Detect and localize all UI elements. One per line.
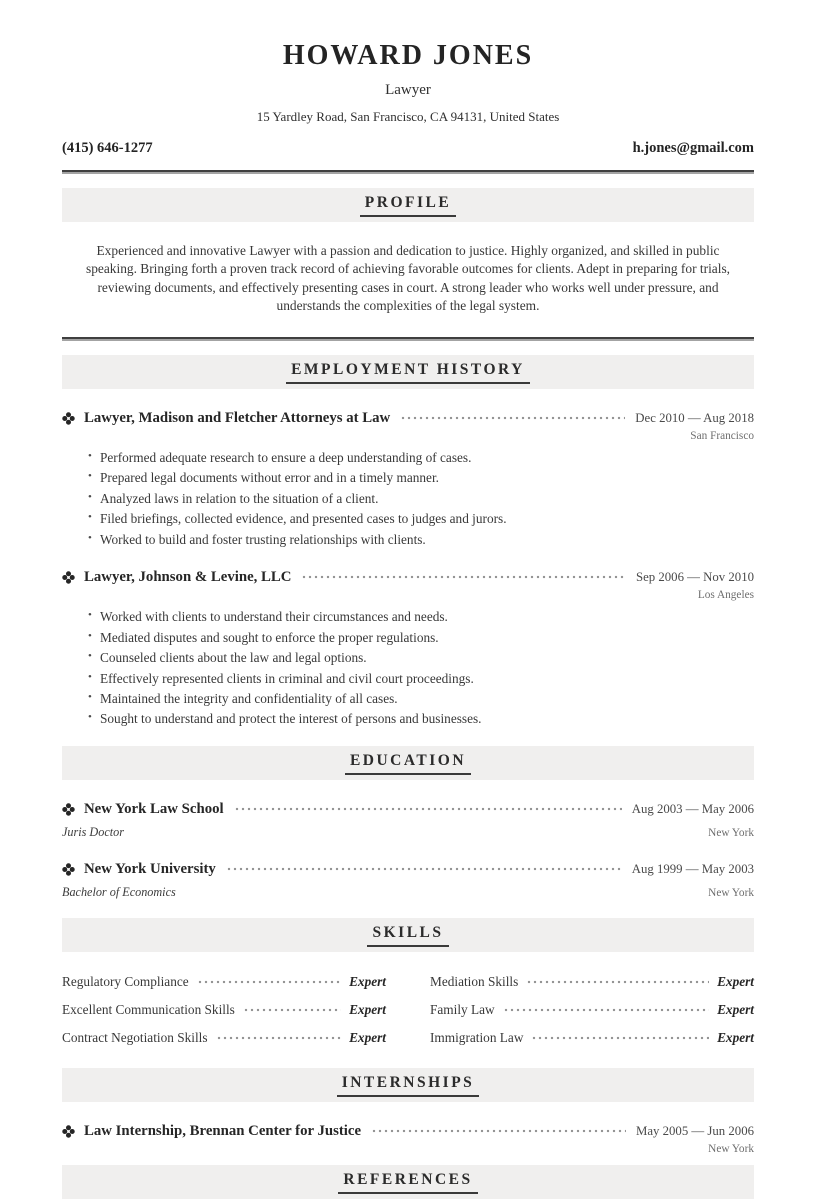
school-location: New York — [708, 827, 754, 840]
section-profile — [62, 188, 754, 315]
job-dates: Sep 2006 — Nov 2010 — [635, 570, 754, 585]
school-name: New York University — [84, 861, 216, 878]
internships-heading: INTERNSHIPS — [337, 1074, 480, 1097]
skill-level: Expert — [349, 974, 386, 990]
school-location: New York — [708, 887, 754, 900]
skills-grid — [62, 974, 754, 1046]
skill-level: Expert — [717, 1030, 754, 1046]
job-title: Lawyer — [385, 82, 431, 99]
internship-dates: May 2005 — Jun 2006 — [635, 1124, 754, 1139]
page-title: HOWARD JONES — [282, 40, 534, 71]
section-header-internships — [62, 1068, 754, 1102]
education-subrow — [62, 821, 754, 840]
education-entry — [62, 801, 754, 840]
clover-icon — [62, 803, 75, 816]
dotted-leader — [197, 974, 341, 986]
skill-name: Immigration Law — [430, 1030, 524, 1046]
skill-level: Expert — [717, 1002, 754, 1018]
education-heading: EDUCATION — [345, 752, 471, 775]
clover-icon — [62, 412, 75, 425]
section-references — [62, 1165, 754, 1199]
bullet-item: • Maintained the integrity and confidentiality of all cases. — [88, 691, 754, 708]
dotted-leader — [371, 1123, 626, 1135]
bullet-item: • Filed briefings, collected evidence, and presented cases to judges and jurors. — [88, 511, 754, 528]
skill-row — [430, 1002, 754, 1018]
skill-name: Family Law — [430, 1002, 495, 1018]
skill-row — [62, 974, 386, 990]
clover-icon — [62, 1125, 75, 1138]
dotted-leader — [503, 1002, 709, 1014]
job-entry-title: Lawyer, Johnson & Levine, LLC — [84, 569, 292, 586]
entry-head — [62, 569, 754, 586]
dotted-leader — [531, 1030, 709, 1042]
clover-icon — [62, 571, 75, 584]
skill-name: Excellent Communication Skills — [62, 1002, 235, 1018]
contact-row — [62, 140, 754, 157]
profile-summary: Experienced and innovative Lawyer with a passion and dedication to justice. Highly organized, and skilled in public speaking. Bringing forth a proven track record of achieving favorable outcomes for clients. Adept in preparing for trials, reviewing documents, and effectively presenting cases in court. A strong leader who works well under pressure, and understands the complexities of the legal system. — [85, 243, 731, 313]
section-header-education — [62, 746, 754, 780]
section-education — [62, 746, 754, 900]
dotted-leader — [301, 569, 626, 581]
email-address: h.jones@gmail.com — [632, 140, 754, 157]
resume-header — [62, 40, 754, 157]
section-header-profile — [62, 188, 754, 222]
job-bullets — [88, 609, 754, 728]
bullet-item: • Prepared legal documents without error and in a timely manner. — [88, 470, 754, 487]
section-skills — [62, 918, 754, 1046]
references-heading: REFERENCES — [338, 1171, 477, 1194]
education-subrow — [62, 881, 754, 900]
profile-heading: PROFILE — [360, 194, 456, 217]
bullet-item: • Mediated disputes and sought to enforce the proper regulations. — [88, 630, 754, 647]
divider-rule — [62, 337, 754, 341]
section-header-skills — [62, 918, 754, 952]
school-dates: Aug 2003 — May 2006 — [631, 802, 754, 817]
employment-entry — [62, 410, 754, 548]
clover-icon — [62, 863, 75, 876]
skill-level: Expert — [349, 1002, 386, 1018]
skill-name: Regulatory Compliance — [62, 974, 189, 990]
skill-row — [430, 974, 754, 990]
section-header-references — [62, 1165, 754, 1199]
job-dates: Dec 2010 — Aug 2018 — [635, 411, 754, 426]
dotted-leader — [234, 801, 622, 813]
entry-head — [62, 801, 754, 818]
entry-head — [62, 1123, 754, 1140]
section-internships — [62, 1068, 754, 1155]
skill-row — [430, 1030, 754, 1046]
dotted-leader — [400, 410, 625, 422]
dotted-leader — [243, 1002, 341, 1014]
internship-entry — [62, 1123, 754, 1155]
internship-location: New York — [708, 1143, 754, 1156]
skills-heading: SKILLS — [367, 924, 448, 947]
education-entry — [62, 861, 754, 900]
bullet-item: • Counseled clients about the law and legal options. — [88, 650, 754, 667]
entry-head — [62, 410, 754, 427]
bullet-item: • Worked to build and foster trusting relationships with clients. — [88, 532, 754, 549]
bullet-item: • Performed adequate research to ensure a deep understanding of cases. — [88, 450, 754, 467]
internship-title: Law Internship, Brennan Center for Justice — [84, 1123, 362, 1140]
phone-number: (415) 646-1277 — [62, 140, 153, 157]
skill-row — [62, 1002, 386, 1018]
bullet-item: • Analyzed laws in relation to the situation of a client. — [88, 491, 754, 508]
bullet-item: • Worked with clients to understand their circumstances and needs. — [88, 609, 754, 626]
bullet-item: • Effectively represented clients in criminal and civil court proceedings. — [88, 671, 754, 688]
school-name: New York Law School — [84, 801, 224, 818]
degree: Juris Doctor — [62, 825, 124, 840]
skill-name: Contract Negotiation Skills — [62, 1030, 208, 1046]
job-entry-title: Lawyer, Madison and Fletcher Attorneys at Law — [84, 410, 391, 427]
skill-level: Expert — [717, 974, 754, 990]
degree: Bachelor of Economics — [62, 885, 176, 900]
dotted-leader — [526, 974, 709, 986]
employment-heading: EMPLOYMENT HISTORY — [286, 361, 530, 384]
school-dates: Aug 1999 — May 2003 — [631, 862, 754, 877]
employment-entry — [62, 569, 754, 728]
divider-rule — [62, 170, 754, 174]
skill-level: Expert — [349, 1030, 386, 1046]
job-bullets — [88, 450, 754, 548]
entry-head — [62, 861, 754, 878]
address: 15 Yardley Road, San Francisco, CA 94131, United States — [256, 109, 560, 125]
job-location: San Francisco — [690, 430, 754, 443]
skill-name: Mediation Skills — [430, 974, 519, 990]
dotted-leader — [226, 861, 622, 873]
bullet-item: • Sought to understand and protect the interest of persons and businesses. — [88, 711, 754, 728]
dotted-leader — [216, 1030, 342, 1042]
section-employment — [62, 355, 754, 728]
section-header-employment — [62, 355, 754, 389]
job-location: Los Angeles — [697, 589, 754, 602]
skill-row — [62, 1030, 386, 1046]
